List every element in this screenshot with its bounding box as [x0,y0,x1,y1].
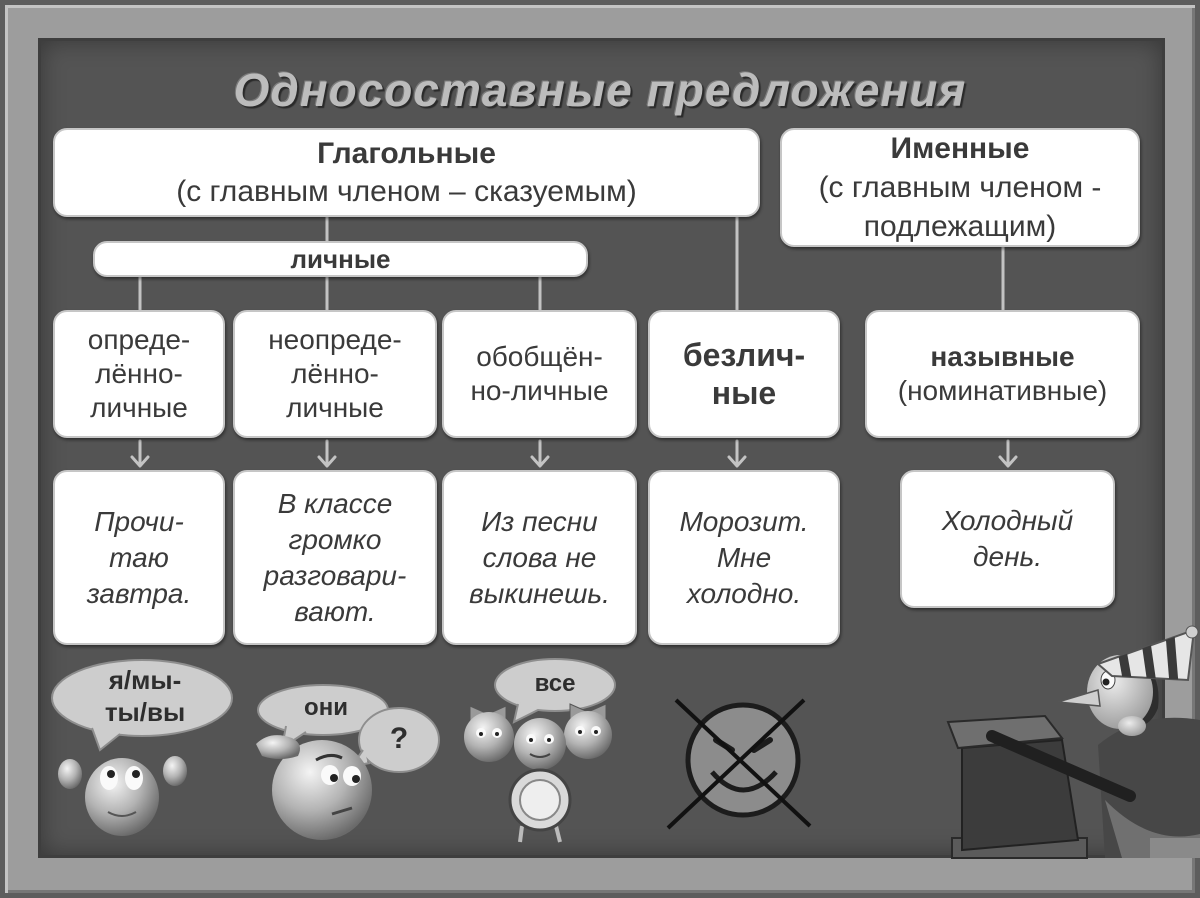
nominal-group-subtitle-line: подлежащим) [863,210,1057,243]
verbal-group-subtitle: (с главным членом – сказуемым) [176,174,637,208]
verbal-group-title: Глагольные [317,136,496,170]
example-line: Холодный [941,505,1074,536]
example-line: В классе [277,487,393,519]
type-label-line: лённо- [291,358,379,389]
nominal-group-title: Именные [890,132,1030,165]
example-line: Мне [716,541,772,573]
type-label-line: безлич- [682,337,806,373]
personal-subgroup-label: личные [290,244,391,274]
type-label-line: обобщён- [476,341,603,372]
emoji-face [564,711,612,759]
type-label-line: назывные [930,341,1075,372]
emoji-face [85,758,159,836]
emoji-face [514,718,566,770]
pinocchio-teacher-icon [948,626,1200,858]
speech-bubble-everyone-text [505,668,605,700]
example-line: разговари- [263,559,407,591]
hat-pompom [1186,626,1198,638]
emoji-hand [58,759,82,789]
example-line: день. [973,541,1042,572]
bubble-line: я/мы- [108,665,182,695]
emoji-hand [163,756,187,786]
type-label-line: ные [711,375,777,411]
thinking-smiley-icon [256,735,372,840]
example-line: Прочи- [94,505,184,537]
speech-bubble-pronouns-text [65,664,225,728]
desk-front [962,740,1078,850]
smiley-hands-icon [58,756,187,836]
example-line: громко [288,523,382,555]
type-label-line: личные [90,392,188,423]
example-line: выкинешь. [469,577,610,609]
stool [1150,838,1200,858]
type-label-line: но-личные [470,375,609,406]
speech-bubble-they-text [276,692,376,724]
example-line: таю [109,541,169,573]
speech-bubble-question-text [369,719,429,759]
example-line: Морозит. [679,505,809,537]
bubble-line: ты/вы [104,697,186,727]
example-line: Из песни [481,505,598,537]
type-label-line: (номинативные) [897,375,1108,406]
emoji-face [464,712,514,762]
example-line: завтра. [86,577,192,609]
figure-hand [1118,716,1146,736]
type-label-line: неопреде- [268,324,402,355]
smiley-group-drum-icon [464,704,612,842]
bubble-line: все [534,670,576,697]
example-line: вают. [294,595,376,627]
bubble-line: ? [389,722,409,755]
type-label-line: личные [286,392,384,423]
example-line: слова не [482,541,597,573]
crossed-out-smiley-icon [668,700,810,828]
bubble-line: они [304,694,348,721]
page-title: Односоставные предложения [233,64,967,116]
type-label-line: лённо- [95,358,183,389]
type-label-line: опреде- [87,324,191,355]
figure-nose [1058,690,1100,706]
example-line: холодно. [686,577,802,609]
nominal-group-subtitle-line: (с главным членом - [818,171,1102,204]
